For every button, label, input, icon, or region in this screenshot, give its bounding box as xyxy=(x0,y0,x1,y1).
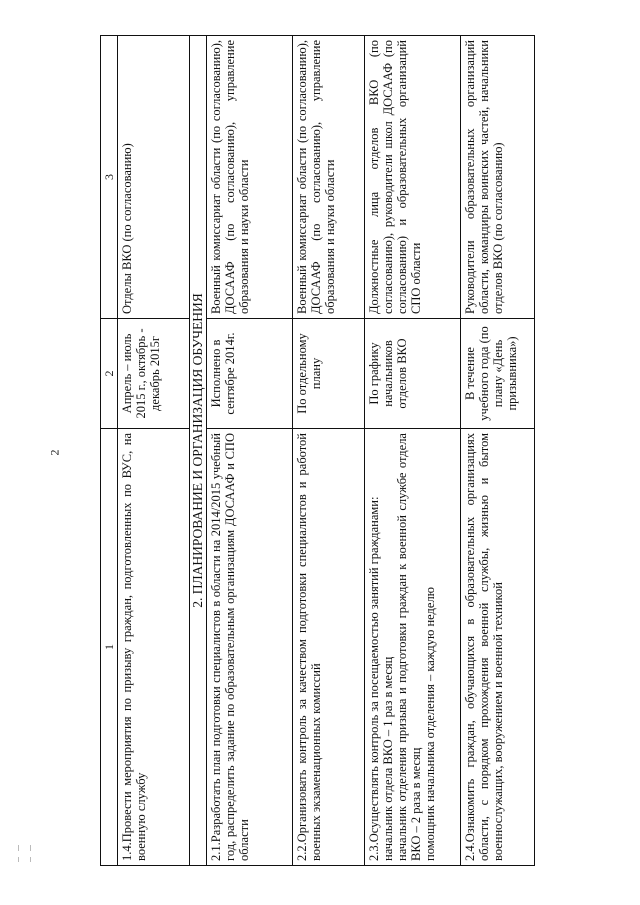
responsible-cell: Руководители образовательных организаций области, командиры воинских частей, начальники отделов ВКО (по согласованию) xyxy=(461,36,535,319)
header-col-1: 1 xyxy=(101,429,118,866)
term-cell: По графику начальников отделов ВКО xyxy=(365,319,461,429)
task-cell: 2.4.Ознакомить граждан, обучающихся в образовательных организациях области, с порядком прохождения военной службы, жизнью и бытом военнослужащих, вооружением и военной техникой xyxy=(461,429,535,866)
task-intro: 2.3.Осуществлять контроль за посещаемостью занятий гражданами: xyxy=(367,496,381,861)
table-row xyxy=(207,36,293,866)
task-cell xyxy=(365,429,461,866)
responsible-cell: Должностные лица отделов ВКО (по согласованию), руководители школ ДОСААФ (по согласованию) и образовательных организаций СПО области xyxy=(365,36,461,319)
term-cell: Апрель – июль 2015 г., октябрь - декабрь 2015г xyxy=(118,319,190,429)
scan-artifact-marks xyxy=(8,841,48,881)
responsible-cell: Отделы ВКО (по согласованию) xyxy=(118,36,190,319)
term-cell: По отдельному плану xyxy=(293,319,365,429)
task-cell: 1.4.Провести мероприятия по призыву граждан, подготовленных по ВУС, на военную службу xyxy=(118,429,190,866)
task-cell: 2.1.Разработать план подготовки специалистов в области на 2014/2015 учебный год, распределить задание по образовательным организациям ДОСААФ и СПО области xyxy=(207,429,293,866)
task-cell: 2.2.Организовать контроль за качеством подготовки специалистов и работой военных экзаменационных комиссий xyxy=(293,429,365,866)
plan-table xyxy=(100,35,535,866)
page-number: 2 xyxy=(47,449,62,456)
header-row xyxy=(101,36,118,866)
responsible-cell: Военный комиссариат области (по согласованию), ДОСААФ (по согласованию), управление образования и науки области xyxy=(207,36,293,319)
task-line: помощник начальника отделения – каждую неделю xyxy=(423,586,437,861)
task-line: начальник отдела ВКО – 1 раз в месяц xyxy=(381,656,395,861)
rotated-table-container xyxy=(100,36,570,866)
table-row xyxy=(365,36,461,866)
header-col-3: 3 xyxy=(101,36,118,319)
section-row xyxy=(190,36,207,866)
task-line: начальник отделения призыва и подготовки граждан к военной службе отдела ВКО – 2 раза в месяц xyxy=(395,433,423,861)
term-cell: В течение учебного года (по плану «День призывника») xyxy=(461,319,535,429)
term-cell: Исполнено в сентябре 2014г. xyxy=(207,319,293,429)
section-title: 2. ПЛАНИРОВАНИЕ И ОРГАНИЗАЦИЯ ОБУЧЕНИЯ xyxy=(190,36,207,866)
table-row xyxy=(461,36,535,866)
table-row xyxy=(118,36,190,866)
header-col-2: 2 xyxy=(101,319,118,429)
table-row xyxy=(293,36,365,866)
responsible-cell: Военный комиссариат области (по согласованию), ДОСААФ (по согласованию), управление образования и науки области xyxy=(293,36,365,319)
